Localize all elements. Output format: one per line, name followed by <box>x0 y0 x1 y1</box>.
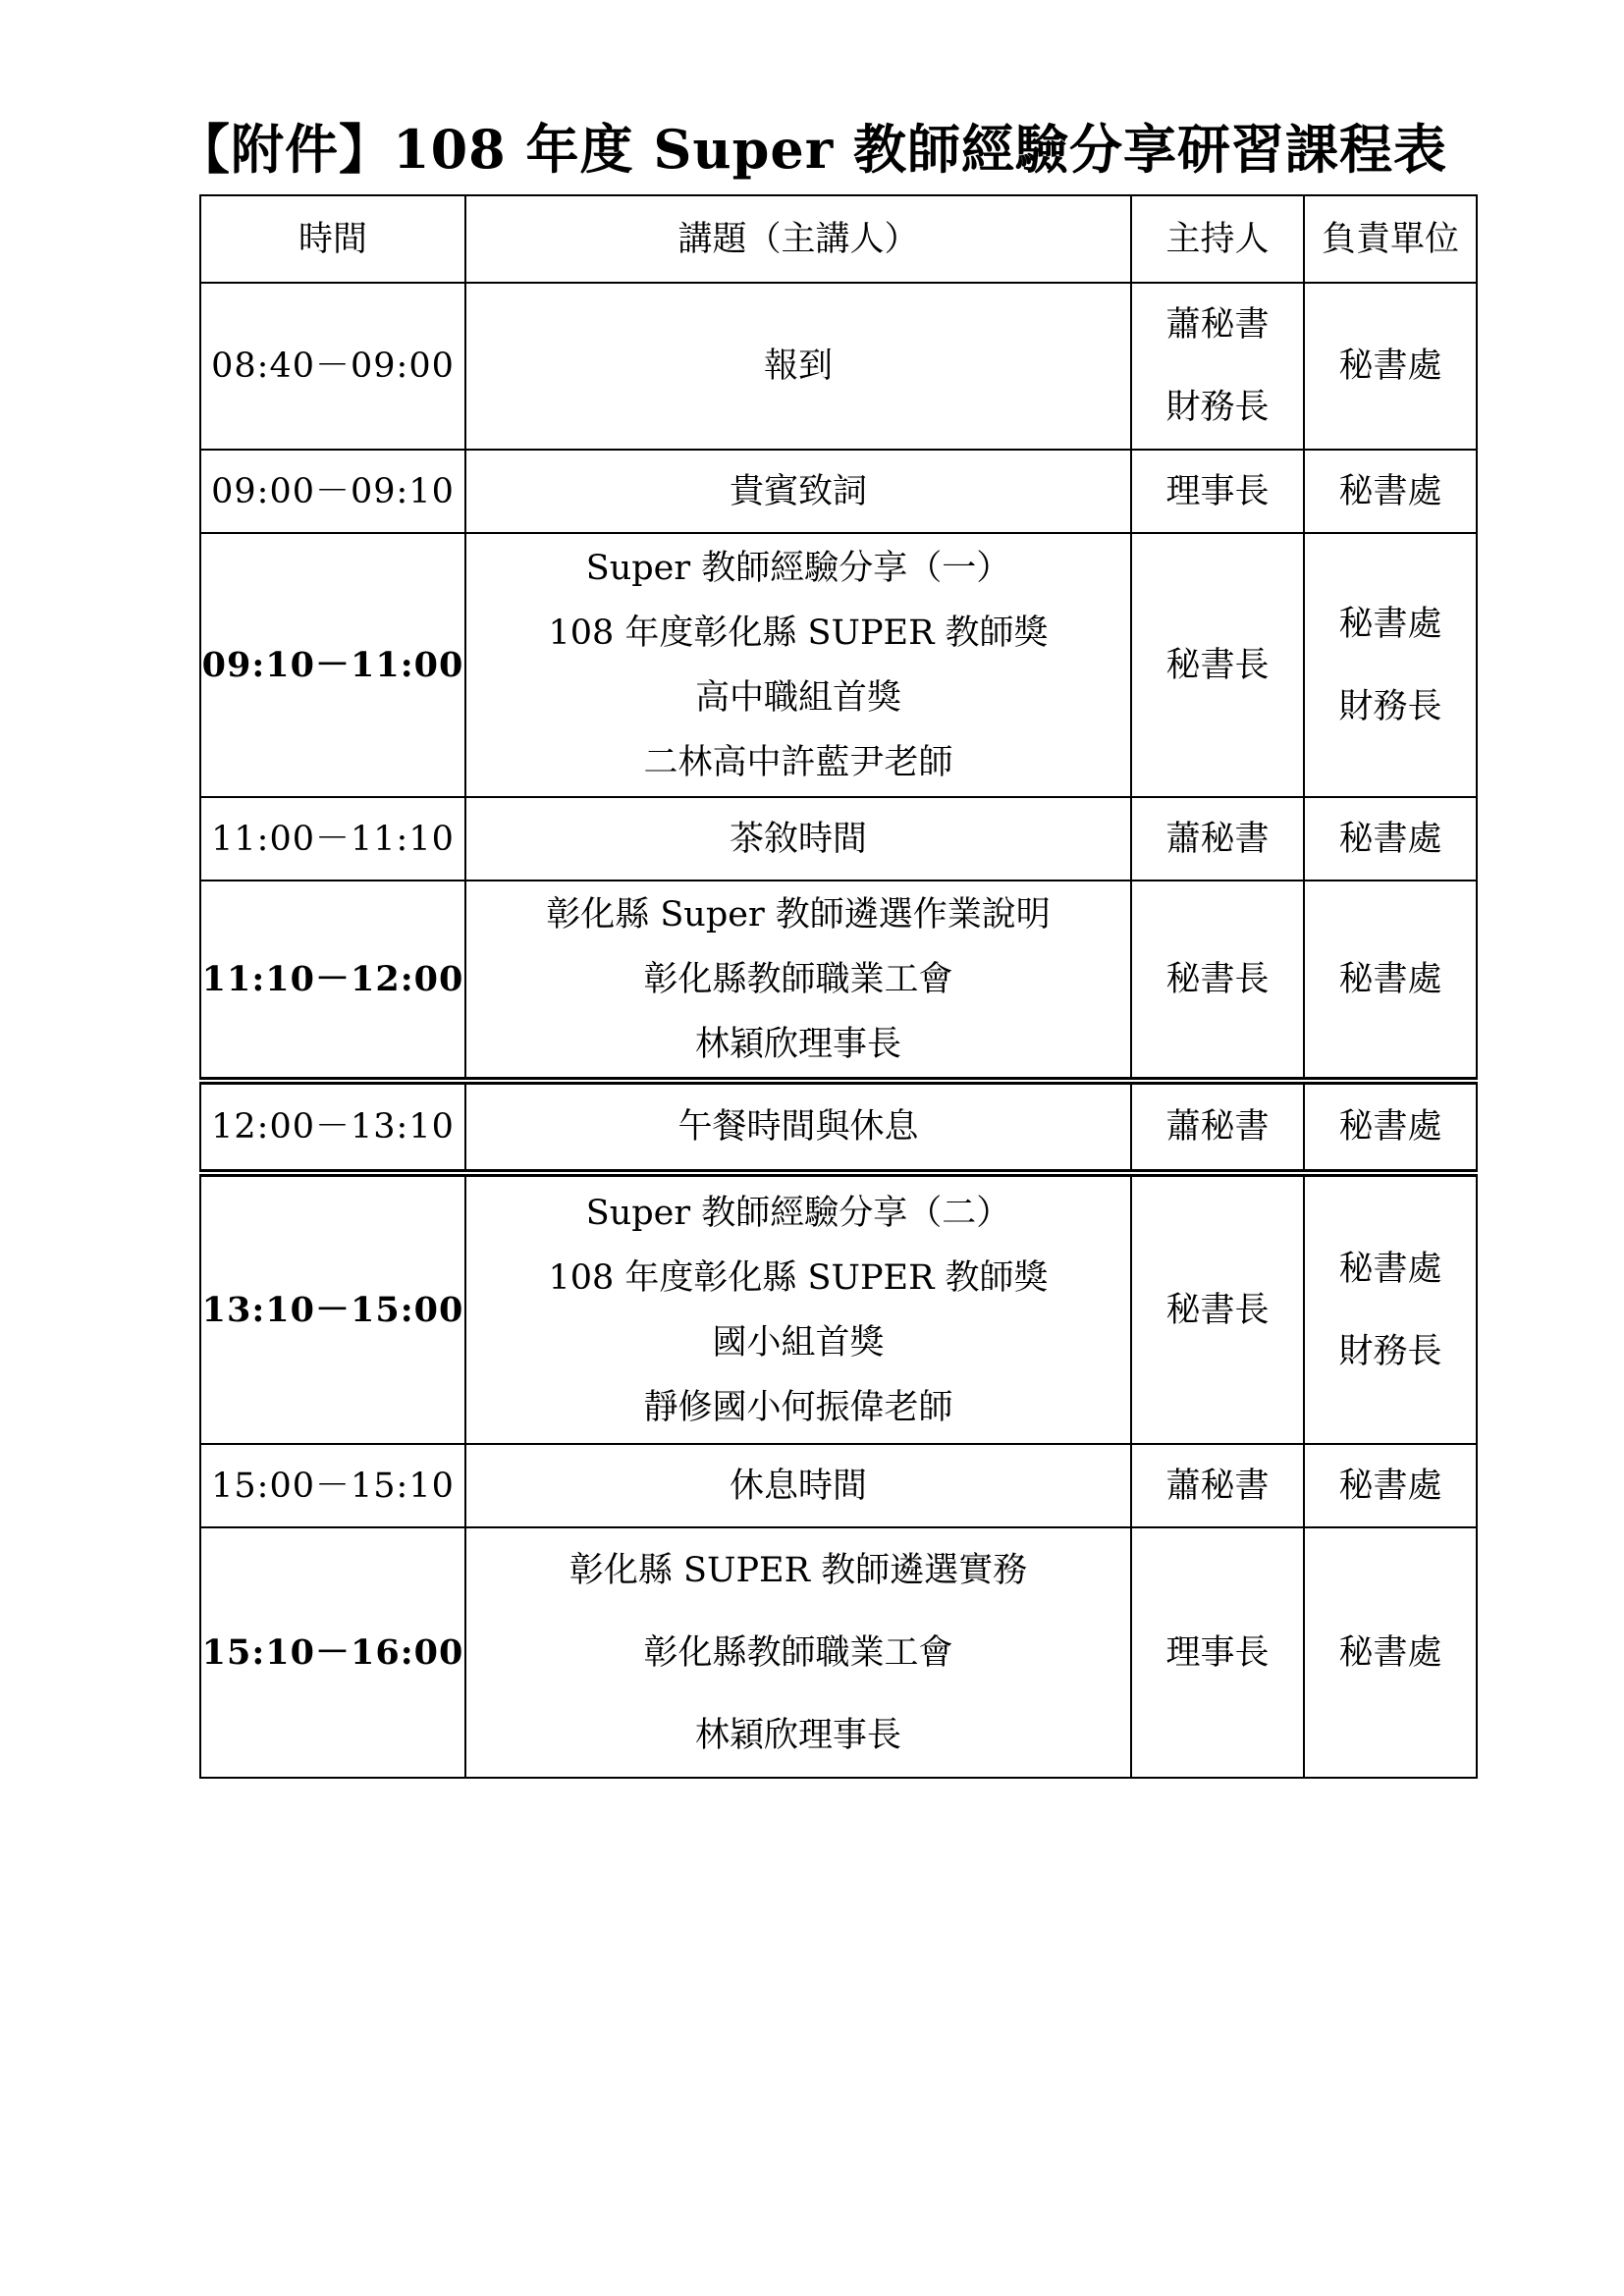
unit-cell <box>1304 797 1477 881</box>
header-topic: 講題（主講人） <box>465 195 1131 283</box>
time-cell: 15:00－15:10 <box>200 1444 465 1527</box>
table-row <box>200 533 1477 797</box>
unit-cell <box>1304 1173 1477 1444</box>
unit-cell <box>1304 450 1477 533</box>
topic-line: 休息時間 <box>729 1466 867 1506</box>
unit-cell <box>1304 1527 1477 1778</box>
topic-line: 彰化縣教師職業工會 <box>643 959 953 999</box>
unit-line: 秘書處 <box>1338 959 1442 999</box>
host-line: 蕭秘書 <box>1165 819 1270 859</box>
unit-line: 秘書處 <box>1338 1249 1442 1289</box>
host-cell <box>1131 1081 1304 1173</box>
header-row <box>200 195 1477 283</box>
schedule-table <box>199 194 1478 1779</box>
unit-line: 秘書處 <box>1338 1466 1442 1506</box>
topic-cell <box>465 533 1131 797</box>
topic-line: 國小組首獎 <box>712 1322 885 1362</box>
host-cell <box>1131 283 1304 450</box>
host-cell <box>1131 533 1304 797</box>
time-cell: 09:00－09:10 <box>200 450 465 533</box>
page-title: 【附件】108 年度 Super 教師經驗分享研習課程表 <box>177 118 1447 181</box>
unit-cell <box>1304 1444 1477 1527</box>
topic-line: 高中職組首獎 <box>694 677 901 718</box>
topic-line: 靜修國小何振偉老師 <box>643 1387 953 1427</box>
time-cell: 13:10－15:00 <box>200 1173 465 1444</box>
host-cell <box>1131 1444 1304 1527</box>
unit-line: 秘書處 <box>1338 1632 1442 1673</box>
topic-line: 貴賓致詞 <box>729 471 867 511</box>
unit-cell <box>1304 881 1477 1081</box>
host-cell <box>1131 797 1304 881</box>
header-unit: 負責單位 <box>1304 195 1477 283</box>
unit-line: 財務長 <box>1338 686 1442 726</box>
topic-cell <box>465 450 1131 533</box>
time-cell: 08:40－09:00 <box>200 283 465 450</box>
host-line: 財務長 <box>1165 388 1270 427</box>
topic-line: 茶敘時間 <box>729 819 867 859</box>
host-cell <box>1131 881 1304 1081</box>
unit-line: 秘書處 <box>1338 604 1442 644</box>
time-cell: 09:10－11:00 <box>200 533 465 797</box>
topic-cell <box>465 283 1131 450</box>
topic-line: 108 年度彰化縣 SUPER 教師獎 <box>548 1257 1049 1298</box>
time-cell: 11:00－11:10 <box>200 797 465 881</box>
table-row <box>200 797 1477 881</box>
topic-cell <box>465 881 1131 1081</box>
host-line: 秘書長 <box>1165 645 1270 685</box>
host-line: 理事長 <box>1165 1632 1270 1673</box>
host-cell <box>1131 1527 1304 1778</box>
host-line: 理事長 <box>1165 471 1270 511</box>
host-cell <box>1131 1173 1304 1444</box>
time-cell: 11:10－12:00 <box>200 881 465 1081</box>
host-line: 蕭秘書 <box>1165 305 1270 345</box>
unit-cell <box>1304 533 1477 797</box>
host-cell <box>1131 450 1304 533</box>
header-time: 時間 <box>200 195 465 283</box>
topic-line: 林穎欣理事長 <box>694 1024 901 1064</box>
table-row <box>200 1081 1477 1173</box>
topic-cell <box>465 797 1131 881</box>
unit-cell <box>1304 283 1477 450</box>
unit-line: 秘書處 <box>1338 347 1442 386</box>
topic-line: 二林高中許藍尹老師 <box>643 742 953 782</box>
unit-cell <box>1304 1081 1477 1173</box>
table-row <box>200 1444 1477 1527</box>
host-line: 秘書長 <box>1165 1290 1270 1330</box>
topic-line: 彰化縣 SUPER 教師遴選實務 <box>568 1550 1028 1590</box>
topic-cell <box>465 1444 1131 1527</box>
topic-cell <box>465 1527 1131 1778</box>
table-row <box>200 1173 1477 1444</box>
host-line: 蕭秘書 <box>1165 1107 1270 1147</box>
table-row <box>200 881 1477 1081</box>
unit-line: 秘書處 <box>1338 819 1442 859</box>
topic-line: 午餐時間與休息 <box>677 1107 919 1147</box>
table-row <box>200 1527 1477 1778</box>
time-cell: 12:00－13:10 <box>200 1081 465 1173</box>
unit-line: 財務長 <box>1338 1331 1442 1371</box>
table-row <box>200 450 1477 533</box>
topic-cell <box>465 1173 1131 1444</box>
header-host: 主持人 <box>1131 195 1304 283</box>
topic-line: 108 年度彰化縣 SUPER 教師獎 <box>548 613 1049 653</box>
table-row <box>200 283 1477 450</box>
topic-line: 報到 <box>763 347 833 386</box>
unit-line: 秘書處 <box>1338 471 1442 511</box>
unit-line: 秘書處 <box>1338 1107 1442 1147</box>
topic-line: Super 教師經驗分享（二） <box>585 1193 1011 1233</box>
topic-line: 彰化縣 Super 教師遴選作業說明 <box>546 894 1051 934</box>
topic-line: 林穎欣理事長 <box>694 1715 901 1755</box>
host-line: 蕭秘書 <box>1165 1466 1270 1506</box>
topic-cell <box>465 1081 1131 1173</box>
host-line: 秘書長 <box>1165 959 1270 999</box>
topic-line: Super 教師經驗分享（一） <box>585 548 1011 588</box>
time-cell: 15:10－16:00 <box>200 1527 465 1778</box>
topic-line: 彰化縣教師職業工會 <box>643 1632 953 1673</box>
